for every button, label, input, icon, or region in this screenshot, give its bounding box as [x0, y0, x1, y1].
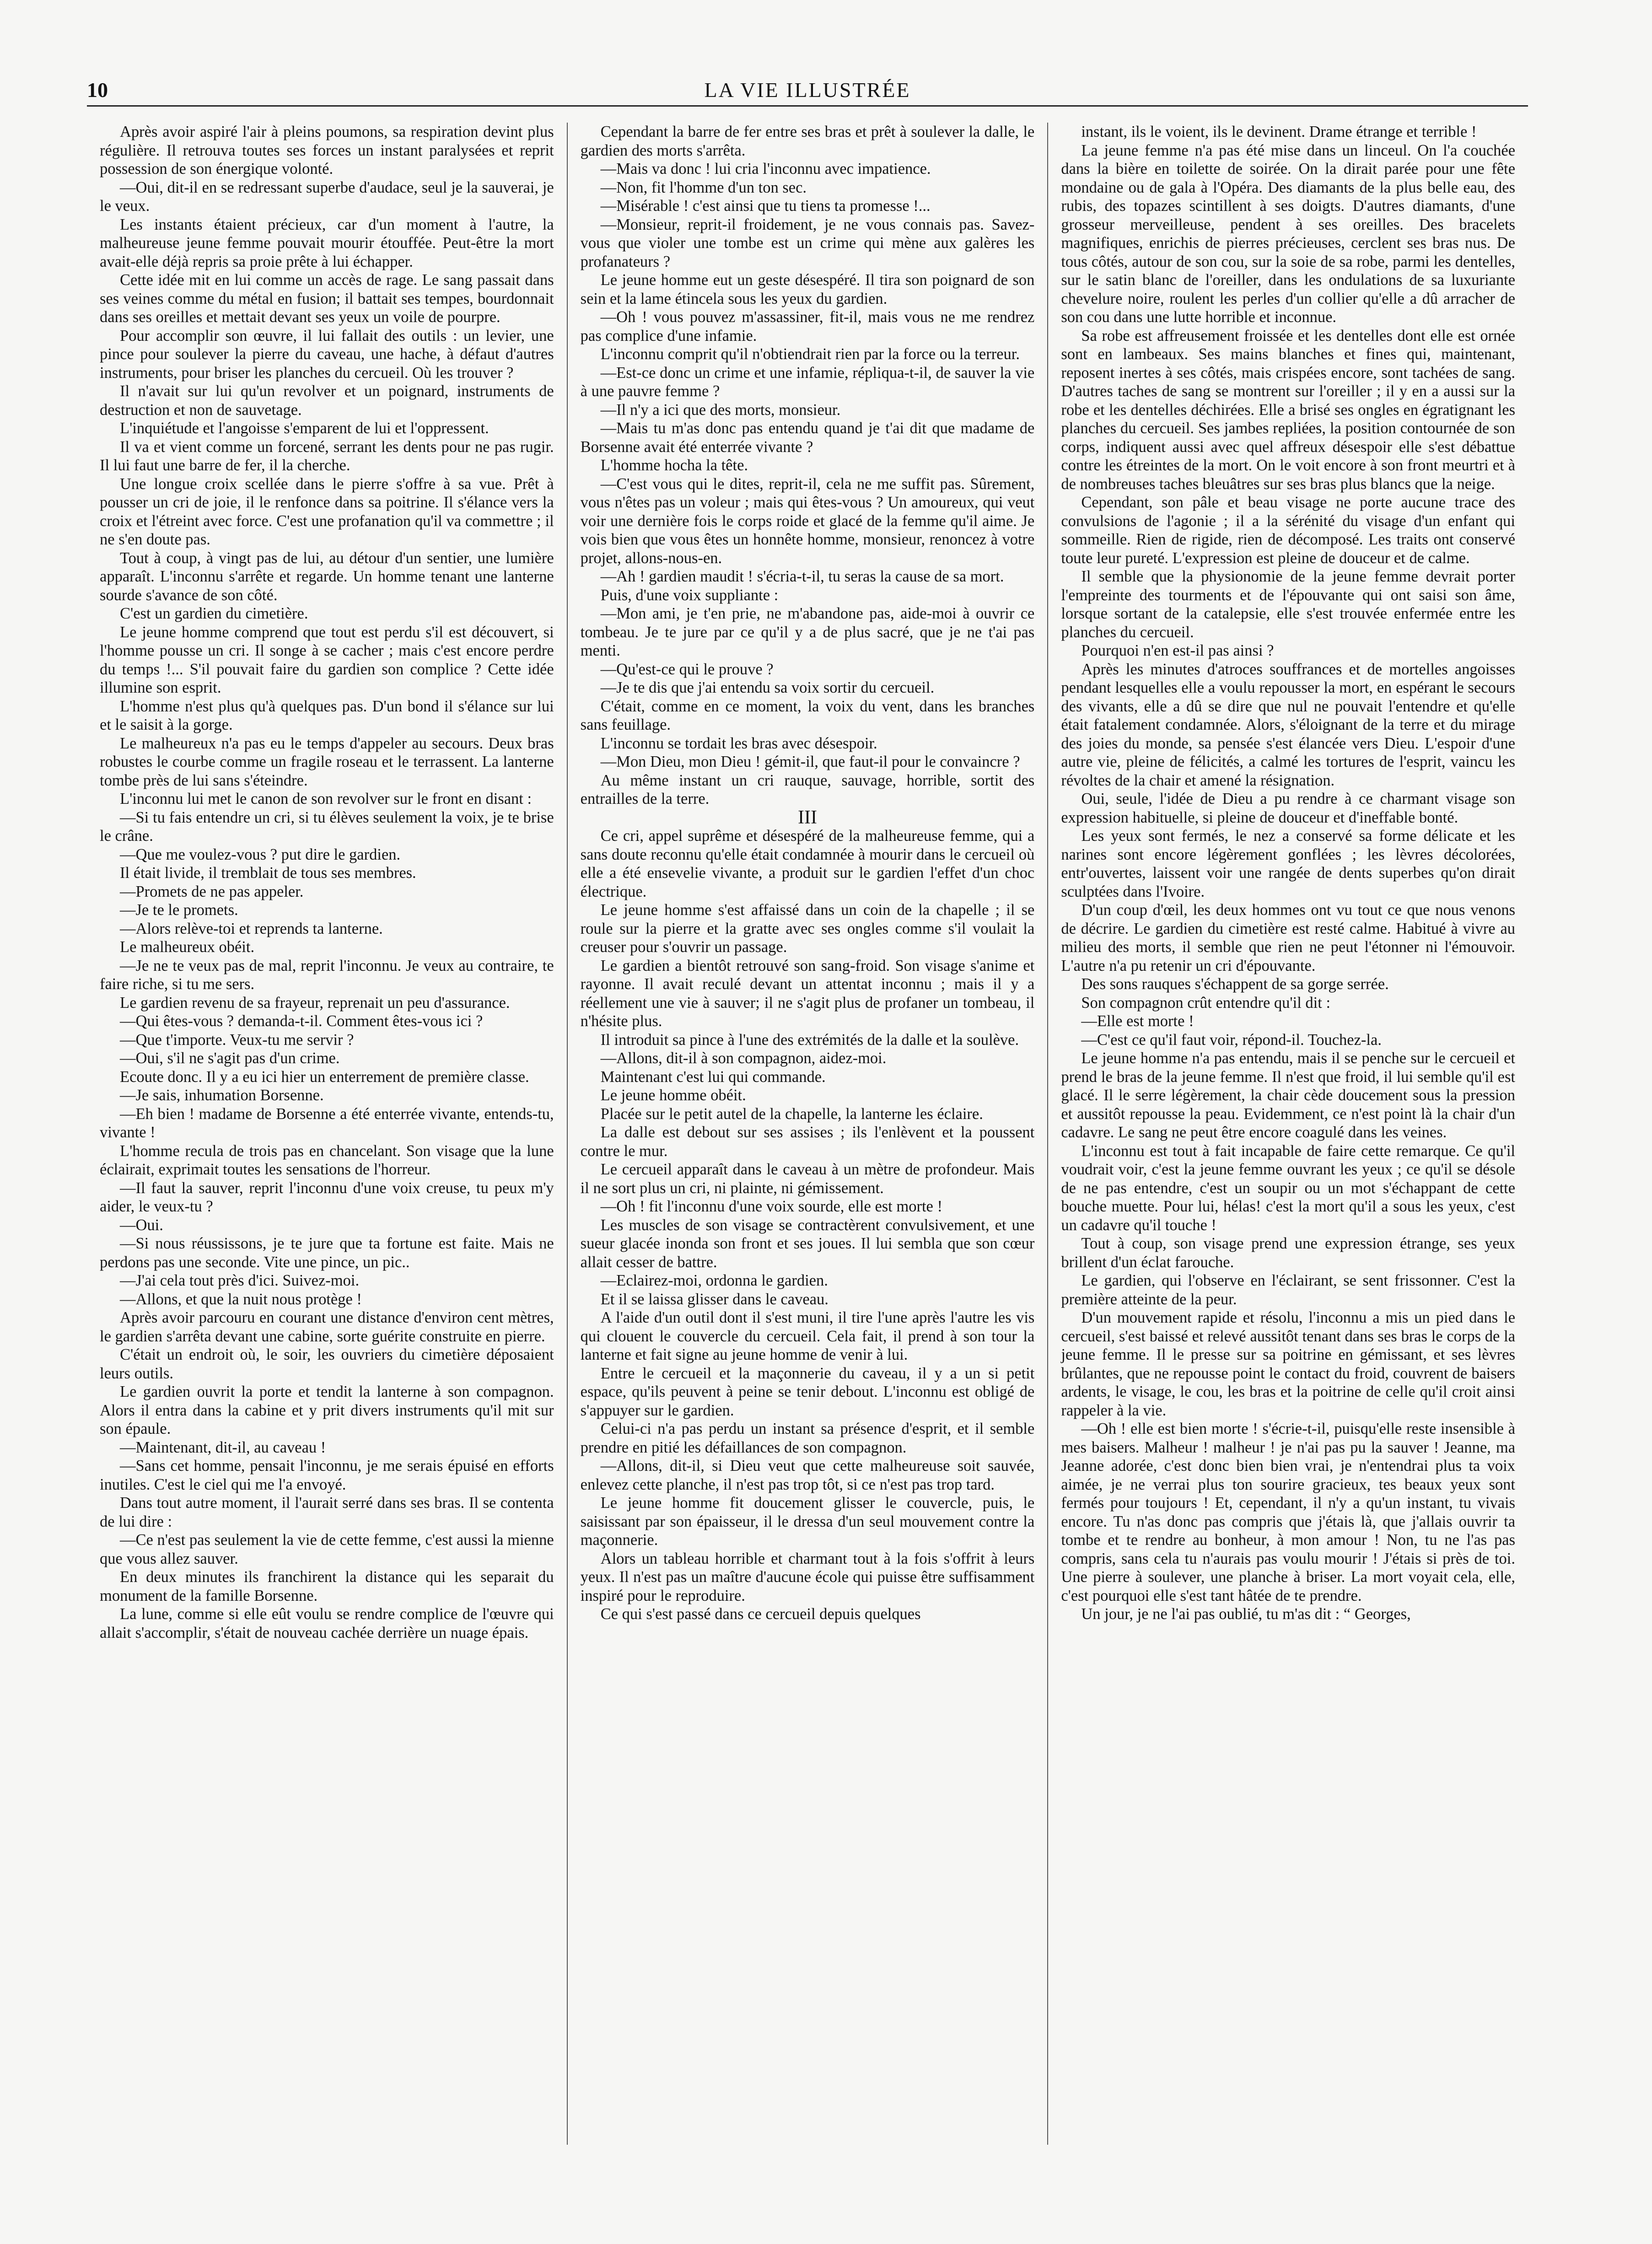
paragraph: Un jour, je ne l'ai pas oublié, tu m'as dit : “ Georges,: [1081, 1605, 1411, 1623]
paragraph: L'inquiétude et l'angoisse s'emparent de lui et l'oppressent.: [120, 420, 489, 437]
paragraph: En deux minutes ils franchirent la distance qui les separait du monument de la famille Borsenne.: [100, 1568, 554, 1604]
paragraph: C'était un endroit où, le soir, les ouvriers du cimetière déposaient leurs outils.: [100, 1346, 554, 1382]
paragraph: Sa robe est affreusement froissée et les dentelles dont elle est ornée sont en lambeaux. Ses mains blanches et fines qui, maintenant, reposent inertes à ses côtés, mais crispées encore, sont tachées de sang. D'autres taches de sang se montrent sur l'oreiller ; il y en a aussi sur la robe et les dentelles déchirées. Elle a brisé ses ongles en égratignant les planches du cercueil. Ses jambes repliées, la position contournée de son corps, indiquent aussi avec quel affreux désespoir elle s'est débattue contre les étreintes de la mort. On le voit encore à son front meurtri et à de nombreuses taches bleuâtres sur ses bras plus blancs que la neige.: [1061, 327, 1516, 493]
paragraph: —Mais tu m'as donc pas entendu quand je t'ai dit que madame de Borsenne avait été enterrée vivante ?: [580, 420, 1035, 456]
paragraph: —Maintenant, dit-il, au caveau !: [120, 1438, 326, 1456]
paragraph: —Il faut la sauver, reprit l'inconnu d'une voix creuse, tu peux m'y aider, le veux-tu ?: [100, 1179, 554, 1215]
paragraph: —J'ai cela tout près d'ici. Suivez-moi.: [120, 1272, 360, 1289]
paragraph: Puis, d'une voix suppliante :: [600, 586, 779, 604]
paragraph: Tout à coup, son visage prend une expression étrange, ses yeux brillent d'un éclat farouche.: [1061, 1235, 1516, 1271]
paragraph: L'homme hocha la tête.: [600, 457, 748, 474]
paragraph: Tout à coup, à vingt pas de lui, au détour d'un sentier, une lumière apparaît. L'inconnu s'arrête et regarde. Un homme tenant une lanterne sourde s'avance de son côté.: [100, 549, 554, 604]
paragraph: La dalle est debout sur ses assises ; ils l'enlèvent et la poussent contre le mur.: [580, 1124, 1035, 1160]
paragraph: —Qui êtes-vous ? demanda-t-il. Comment êtes-vous ici ?: [120, 1012, 483, 1030]
paragraph: L'inconnu se tordait les bras avec désespoir.: [600, 734, 877, 752]
text-columns: [87, 123, 1528, 2145]
paragraph: —Je te dis que j'ai entendu sa voix sortir du cercueil.: [600, 679, 935, 696]
paragraph: L'inconnu comprit qu'il n'obtiendrait rien par la force ou la terreur.: [600, 345, 1020, 363]
paragraph: Il va et vient comme un forcené, serrant les dents pour ne pas rugir. Il lui faut une barre de fer, il la cherche.: [100, 438, 554, 474]
paragraph: —Je sais, inhumation Borsenne.: [120, 1087, 324, 1104]
paragraph: —Monsieur, reprit-il froidement, je ne vous connais pas. Savez-vous que violer une tombe est un crime qui mène aux galères les profanateurs ?: [580, 215, 1035, 270]
paragraph: Cependant la barre de fer entre ses bras et prêt à soulever la dalle, le gardien des morts s'arrêta.: [580, 123, 1035, 159]
column-3: [1047, 123, 1528, 2145]
paragraph: Et il se laissa glisser dans le caveau.: [600, 1290, 829, 1308]
paragraph: —Si tu fais entendre un cri, si tu élèves seulement la voix, je te brise le crâne.: [100, 808, 554, 845]
paragraph: —C'est ce qu'il faut voir, répond-il. Touchez-la.: [1081, 1031, 1382, 1049]
paragraph: —Que me voulez-vous ? put dire le gardien.: [120, 845, 401, 863]
paragraph: —Eh bien ! madame de Borsenne a été enterrée vivante, entends-tu, vivante !: [100, 1105, 554, 1141]
paragraph: —Oui, s'il ne s'agit pas d'un crime.: [120, 1049, 340, 1067]
paragraph: Ce qui s'est passé dans ce cercueil depuis quelques: [600, 1605, 921, 1623]
page-header: [87, 78, 1528, 107]
paragraph: Entre le cercueil et la maçonnerie du caveau, il y a un si petit espace, qu'ils peuvent à peine se tenir debout. L'inconnu est obligé de s'appuyer sur le gardien.: [580, 1364, 1035, 1419]
paragraph: —Elle est morte !: [1081, 1012, 1194, 1030]
paragraph: Le jeune homme obéit.: [600, 1087, 746, 1104]
paragraph: —Je te le promets.: [120, 901, 238, 919]
paragraph: Ecoute donc. Il y a eu ici hier un enterrement de première classe.: [120, 1068, 529, 1086]
paragraph: —Non, fit l'homme d'un ton sec.: [600, 178, 807, 196]
paragraph: —Oh ! elle est bien morte ! s'écrie-t-il, puisqu'elle reste insensible à mes baisers. Malheur ! malheur ! je n'ai pas pu la sauver ! Jeanne, ma Jeanne adorée, c'est donc bien bien vrai, je n'entendrai plus ta voix aimée, je ne verrai plus ton sourire gracieux, tes beaux yeux sont fermés pour toujours ! Et, cependant, il n'y a qu'un instant, tu vivais encore. Tu n'as donc pas compris que j'étais là, que j'allais ouvrir ta tombe et te rendre au bonheur, à mon amour ! Non, tu ne l'as pas compris, sans cela tu n'aurais pas voulu mourir ! J'étais si près de toi. Une pierre à soulever, une planche à briser. La mort voyait cela, elle, c'est pourquoi elle s'est tant hâtée de te prendre.: [1061, 1420, 1516, 1604]
paragraph: —C'est vous qui le dites, reprit-il, cela ne me suffit pas. Sûrement, vous n'êtes pas un voleur ; mais qui êtes-vous ? Un amoureux, qui veut voir une dernière fois le corps roide et glacé de la femme qu'il aime. Je vois bien que vous êtes un honnête homme, monsieur, renoncez à votre projet, allons-nous-en.: [580, 475, 1035, 567]
paragraph: L'homme n'est plus qu'à quelques pas. D'un bond il s'élance sur lui et le saisit à la gorge.: [100, 697, 554, 733]
paragraph: —Qu'est-ce qui le prouve ?: [600, 660, 774, 678]
paragraph: —Oui, dit-il en se redressant superbe d'audace, seul je la sauverai, je le veux.: [100, 178, 554, 215]
paragraph: —Eclairez-moi, ordonna le gardien.: [600, 1272, 828, 1289]
paragraph: Le gardien revenu de sa frayeur, reprenait un peu d'assurance.: [120, 994, 510, 1012]
paragraph: Le jeune homme eut un geste désespéré. Il tira son poignard de son sein et la lame étincela sous les yeux du gardien.: [580, 271, 1035, 307]
paragraph: Le gardien ouvrit la porte et tendit la lanterne à son compagnon. Alors il entra dans la cabine et y prit divers instruments qu'il mit sur son épaule.: [100, 1383, 554, 1437]
paragraph: A l'aide d'un outil dont il s'est muni, il tire l'une après l'autre les vis qui clouent le couvercle du cercueil. Cela fait, il prend à son tour la lanterne et fait signe au jeune homme de venir à lui.: [580, 1309, 1035, 1363]
paragraph: Le malheureux obéit.: [120, 938, 255, 956]
paragraph: Maintenant c'est lui qui commande.: [600, 1068, 826, 1086]
paragraph: —Mon ami, je t'en prie, ne m'abandone pas, aide-moi à ouvrir ce tombeau. Je te jure par ce qu'il y a de plus sacré, que je ne t'ai pas menti.: [580, 605, 1035, 659]
paragraph: Dans tout autre moment, il l'aurait serré dans ses bras. Il se contenta de lui dire :: [100, 1494, 554, 1530]
paragraph: Après avoir parcouru en courant une distance d'environ cent mètres, le gardien s'arrêta devant une cabine, sorte guérite construite en pierre.: [100, 1309, 554, 1345]
paragraph: —Ce n'est pas seulement la vie de cette femme, c'est aussi la mienne que vous allez sauver.: [100, 1531, 554, 1567]
paragraph: C'était, comme en ce moment, la voix du vent, dans les branches sans feuillage.: [580, 697, 1035, 733]
paragraph: —Oh ! fit l'inconnu d'une voix sourde, elle est morte !: [600, 1198, 942, 1215]
paragraph: Le gardien a bientôt retrouvé son sang-froid. Son visage s'anime et rayonne. Il avait reculé devant un attentat inconnu ; mais il y a réellement une vie à sauver; il ne s'agit plus de profaner un tombeau, il n'hésite plus.: [580, 957, 1035, 1030]
paragraph: —Misérable ! c'est ainsi que tu tiens ta promesse !...: [600, 197, 931, 215]
paragraph: D'un coup d'œil, les deux hommes ont vu tout ce que nous venons de décrire. Le gardien du cimetière est resté calme. Habitué à vivre au milieu des morts, il semble que rien ne peut l'étonner ni l'émouvoir. L'autre n'a pu retenir un cri d'épouvante.: [1061, 901, 1516, 974]
column-2: [567, 123, 1048, 2145]
paragraph: Les yeux sont fermés, le nez a conservé sa forme délicate et les narines sont encore légèrement gonflées ; les lèvres décolorées, entr'ouvertes, laissent voir une rangée de dents superbes qu'on dirait sculptées dans l'Ivoire.: [1061, 827, 1516, 900]
paragraph: Après les minutes d'atroces souffrances et de mortelles angoisses pendant lesquelles elle a voulu repousser la mort, en espérant le secours des vivants, elle a dû se dire que nul ne pouvait l'entendre et qu'elle était fatalement condamnée. Alors, s'éloignant de la terre et du mirage des joies du monde, sa pensée s'est élancée vers Dieu. L'espoir d'une autre vie, pleine de félicités, a calmé les tortures de l'esprit, vaincu les révoltes de la chair et amené la résignation.: [1061, 660, 1516, 789]
paragraph: —Si nous réussissons, je te jure que ta fortune est faite. Mais ne perdons pas une seconde. Vite une pince, un pic..: [100, 1235, 554, 1271]
paragraph: Cette idée mit en lui comme un accès de rage. Le sang passait dans ses veines comme du métal en fusion; il battait ses tempes, bourdonnait dans ses oreilles et mettait devant ses yeux un voile de pourpre.: [100, 271, 554, 326]
paragraph: Il était livide, il tremblait de tous ses membres.: [120, 864, 416, 882]
page-number: 10: [87, 78, 108, 102]
paragraph: Le jeune homme n'a pas entendu, mais il se penche sur le cercueil et prend le bras de la jeune femme. Il n'est que froid, il lui semble qu'il est glacé. Il le serre légèrement, la chair cède doucement sous la pression et aussitôt repousse la peau. Evidemment, ce n'est point là la chair d'un cadavre. Le sang ne peut être encore coagulé dans les veines.: [1061, 1049, 1516, 1141]
paragraph: Les muscles de son visage se contractèrent convulsivement, et une sueur glacée inonda son front et ses joues. Il lui sembla que son cœur allait cesser de battre.: [580, 1216, 1035, 1271]
paragraph: —Que t'importe. Veux-tu me servir ?: [120, 1031, 354, 1049]
paragraph: Le gardien, qui l'observe en l'éclairant, se sent frissonner. C'est la première atteinte de la peur.: [1061, 1272, 1516, 1308]
paragraph: —Promets de ne pas appeler.: [120, 883, 304, 900]
paragraph: Cependant, son pâle et beau visage ne porte aucune trace des convulsions de l'agonie ; il a la sérénité du visage d'un enfant qui sommeille. Rien de rigide, rien de décomposé. Les traits ont conservé toute leur pureté. L'expression est pleine de douceur et de calme.: [1061, 494, 1516, 567]
paragraph: L'inconnu est tout à fait incapable de faire cette remarque. Ce qu'il voudrait voir, c'est la jeune femme ouvrant les yeux ; ce qu'il se désole de ne pas entendre, c'est un soupir ou un mot s'échappant de cette bouche muette. Pour lui, hélas! c'est la mort qu'il a sous les yeux, c'est un cadavre qu'il touche !: [1061, 1142, 1516, 1234]
paragraph: —Allons, dit-il, si Dieu veut que cette malheureuse soit sauvée, enlevez cette planche, il n'est pas trop tôt, si ce n'est pas trop tard.: [580, 1457, 1035, 1493]
paragraph: Les instants étaient précieux, car d'un moment à l'autre, la malheureuse jeune femme pouvait mourir étouffée. Peut-être la mort avait-elle déjà repris sa proie prête à lui échapper.: [100, 215, 554, 270]
paragraph: Le cercueil apparaît dans le caveau à un mètre de profondeur. Mais il ne sort plus un cri, ni plainte, ni gémissement.: [580, 1161, 1035, 1197]
paragraph: Placée sur le petit autel de la chapelle, la lanterne les éclaire.: [600, 1105, 983, 1123]
paragraph: —Alors relève-toi et reprends ta lanterne.: [120, 920, 383, 937]
paragraph: Le jeune homme fit doucement glisser le couvercle, puis, le saisissant par son épaisseur, il le dressa d'un seul mouvement contre la maçonnerie.: [580, 1494, 1035, 1549]
paragraph: Pourquoi n'en est-il pas ainsi ?: [1081, 642, 1274, 659]
paragraph: D'un mouvement rapide et résolu, l'inconnu a mis un pied dans le cercueil, s'est baissé et relevé aussitôt tenant dans ses bras le corps de la jeune femme. Il le presse sur sa poitrine en gémissant, et ses lèvres brûlantes, que ne repousse point le contact du froid, couvrent de baisers ardents, le visage, le cou, les bras et la poitrine de celle qu'il croit ainsi rappeler à la vie.: [1061, 1309, 1516, 1419]
paragraph: Son compagnon crût entendre qu'il dit :: [1081, 994, 1331, 1012]
column-1: [87, 123, 567, 2145]
paragraph: —Allons, et que la nuit nous protège !: [120, 1290, 362, 1308]
paragraph: Il introduit sa pince à l'une des extrémités de la dalle et la soulève.: [600, 1031, 1019, 1049]
section-number: III: [798, 807, 817, 828]
paragraph: —Est-ce donc un crime et une infamie, répliqua-t-il, de sauver la vie à une pauvre femme ?: [580, 364, 1035, 400]
paragraph: —Ah ! gardien maudit ! s'écria-t-il, tu seras la cause de sa mort.: [600, 568, 1004, 585]
paragraph: —Je ne te veux pas de mal, reprit l'inconnu. Je veux au contraire, te faire riche, si tu me sers.: [100, 957, 554, 993]
paragraph: —Mon Dieu, mon Dieu ! gémit-il, que faut-il pour le convaincre ?: [600, 753, 1020, 770]
paragraph: Au même instant un cri rauque, sauvage, horrible, sortit des entrailles de la terre.: [580, 771, 1035, 807]
paragraph: —Mais va donc ! lui cria l'inconnu avec impatience.: [600, 160, 931, 178]
paragraph: Des sons rauques s'échappent de sa gorge serrée.: [1081, 975, 1389, 993]
paragraph: —Il n'y a ici que des morts, monsieur.: [600, 401, 841, 419]
journal-title: LA VIE ILLUSTRÉE: [704, 78, 911, 102]
paragraph: Alors un tableau horrible et charmant tout à la fois s'offrit à leurs yeux. Il n'est pas un maître d'aucune école qui puisse être suffisamment inspiré pour le reproduire.: [580, 1550, 1035, 1604]
paragraph: Celui-ci n'a pas perdu un instant sa présence d'esprit, et il semble prendre en pitié les défaillances de son compagnon.: [580, 1420, 1035, 1456]
paragraph: —Allons, dit-il à son compagnon, aidez-moi.: [600, 1049, 887, 1067]
paragraph: Le jeune homme comprend que tout est perdu s'il est découvert, si l'homme pousse un cri. Il songe à se cacher ; mais c'est encore perdre du temps !... S'il pouvait faire du gardien son complice ? Cette idée illumine son esprit.: [100, 623, 554, 696]
paragraph: Le jeune homme s'est affaissé dans un coin de la chapelle ; il se roule sur la pierre et la gratte avec ses ongles comme s'il voulait la creuser pour s'ouvrir un passage.: [580, 901, 1035, 956]
paragraph: —Oui.: [120, 1216, 163, 1234]
paragraph: L'inconnu lui met le canon de son revolver sur le front en disant :: [120, 790, 532, 807]
paragraph: Pour accomplir son œuvre, il lui fallait des outils : un levier, une pince pour soulever la pierre du caveau, une hache, à défaut d'autres instruments, pour briser les planches du cercueil. Où les trouver ?: [100, 327, 554, 382]
paragraph: Il n'avait sur lui qu'un revolver et un poignard, instruments de destruction et non de sauvetage.: [100, 382, 554, 419]
paragraph: instant, ils le voient, ils le devinent. Drame étrange et terrible !: [1081, 123, 1477, 140]
paragraph: Ce cri, appel suprême et désespéré de la malheureuse femme, qui a sans doute reconnu qu'elle était condamnée à mourir dans le cercueil où elle a été ensevelie vivante, a produit sur le gardien l'effet d'un choc électrique.: [580, 827, 1035, 900]
paragraph: Une longue croix scellée dans le pierre s'offre à sa vue. Prêt à pousser un cri de joie, il le renfonce dans sa poitrine. Il s'élance vers la croix et l'étreint avec force. C'est une profanation qu'il va commettre ; il ne s'en doute pas.: [100, 475, 554, 548]
paragraph: —Oh ! vous pouvez m'assassiner, fit-il, mais vous ne me rendrez pas complice d'une infamie.: [580, 308, 1035, 344]
paragraph: Après avoir aspiré l'air à pleins poumons, sa respiration devint plus régulière. Il retrouva toutes ses forces un instant paralysées et reprit possession de son énergique volonté.: [100, 123, 554, 178]
paragraph: La jeune femme n'a pas été mise dans un linceul. On l'a couchée dans la bière en toilette de soirée. On la dirait parée pour une fête mondaine ou de gala à l'Opéra. Des diamants de la plus belle eau, des rubis, des topazes scintillent à ses doigts. D'autres diamants, d'une grosseur merveilleuse, pendent à ses oreilles. Des bracelets magnifiques, enrichis de pierres précieuses, cerclent ses bras nus. De tous côtés, autour de son cou, sur la soie de sa robe, parmi les dentelles, sur le satin blanc de l'oreiller, dans les ondulations de sa luxuriante chevelure noire, roulent les perles d'un collier qu'elle a dû arracher de son cou dans une lutte horrible et inconnue.: [1061, 141, 1516, 326]
paragraph: La lune, comme si elle eût voulu se rendre complice de l'œuvre qui allait s'accomplir, s'était de nouveau cachée derrière un nuage épais.: [100, 1605, 554, 1641]
paragraph: Il semble que la physionomie de la jeune femme devrait porter l'empreinte des tourments et de l'épouvante qui ont saisi son âme, lorsque sortant de la catalepsie, elle s'est trouvée enfermée entre les planches du cercueil.: [1061, 568, 1516, 641]
paragraph: L'homme recula de trois pas en chancelant. Son visage que la lune éclairait, exprimait toutes les sensations de l'horreur.: [100, 1142, 554, 1178]
paragraph: C'est un gardien du cimetière.: [120, 605, 308, 622]
paragraph: Le malheureux n'a pas eu le temps d'appeler au secours. Deux bras robustes le courbe comme un fragile roseau et le terrassent. La lanterne tombe près de lui sans s'éteindre.: [100, 734, 554, 789]
paragraph: —Sans cet homme, pensait l'inconnu, je me serais épuisé en efforts inutiles. C'est le ciel qui me l'a envoyé.: [100, 1457, 554, 1493]
paragraph: Oui, seule, l'idée de Dieu a pu rendre à ce charmant visage son expression habituelle, si pleine de douceur et d'ineffable bonté.: [1061, 790, 1516, 826]
